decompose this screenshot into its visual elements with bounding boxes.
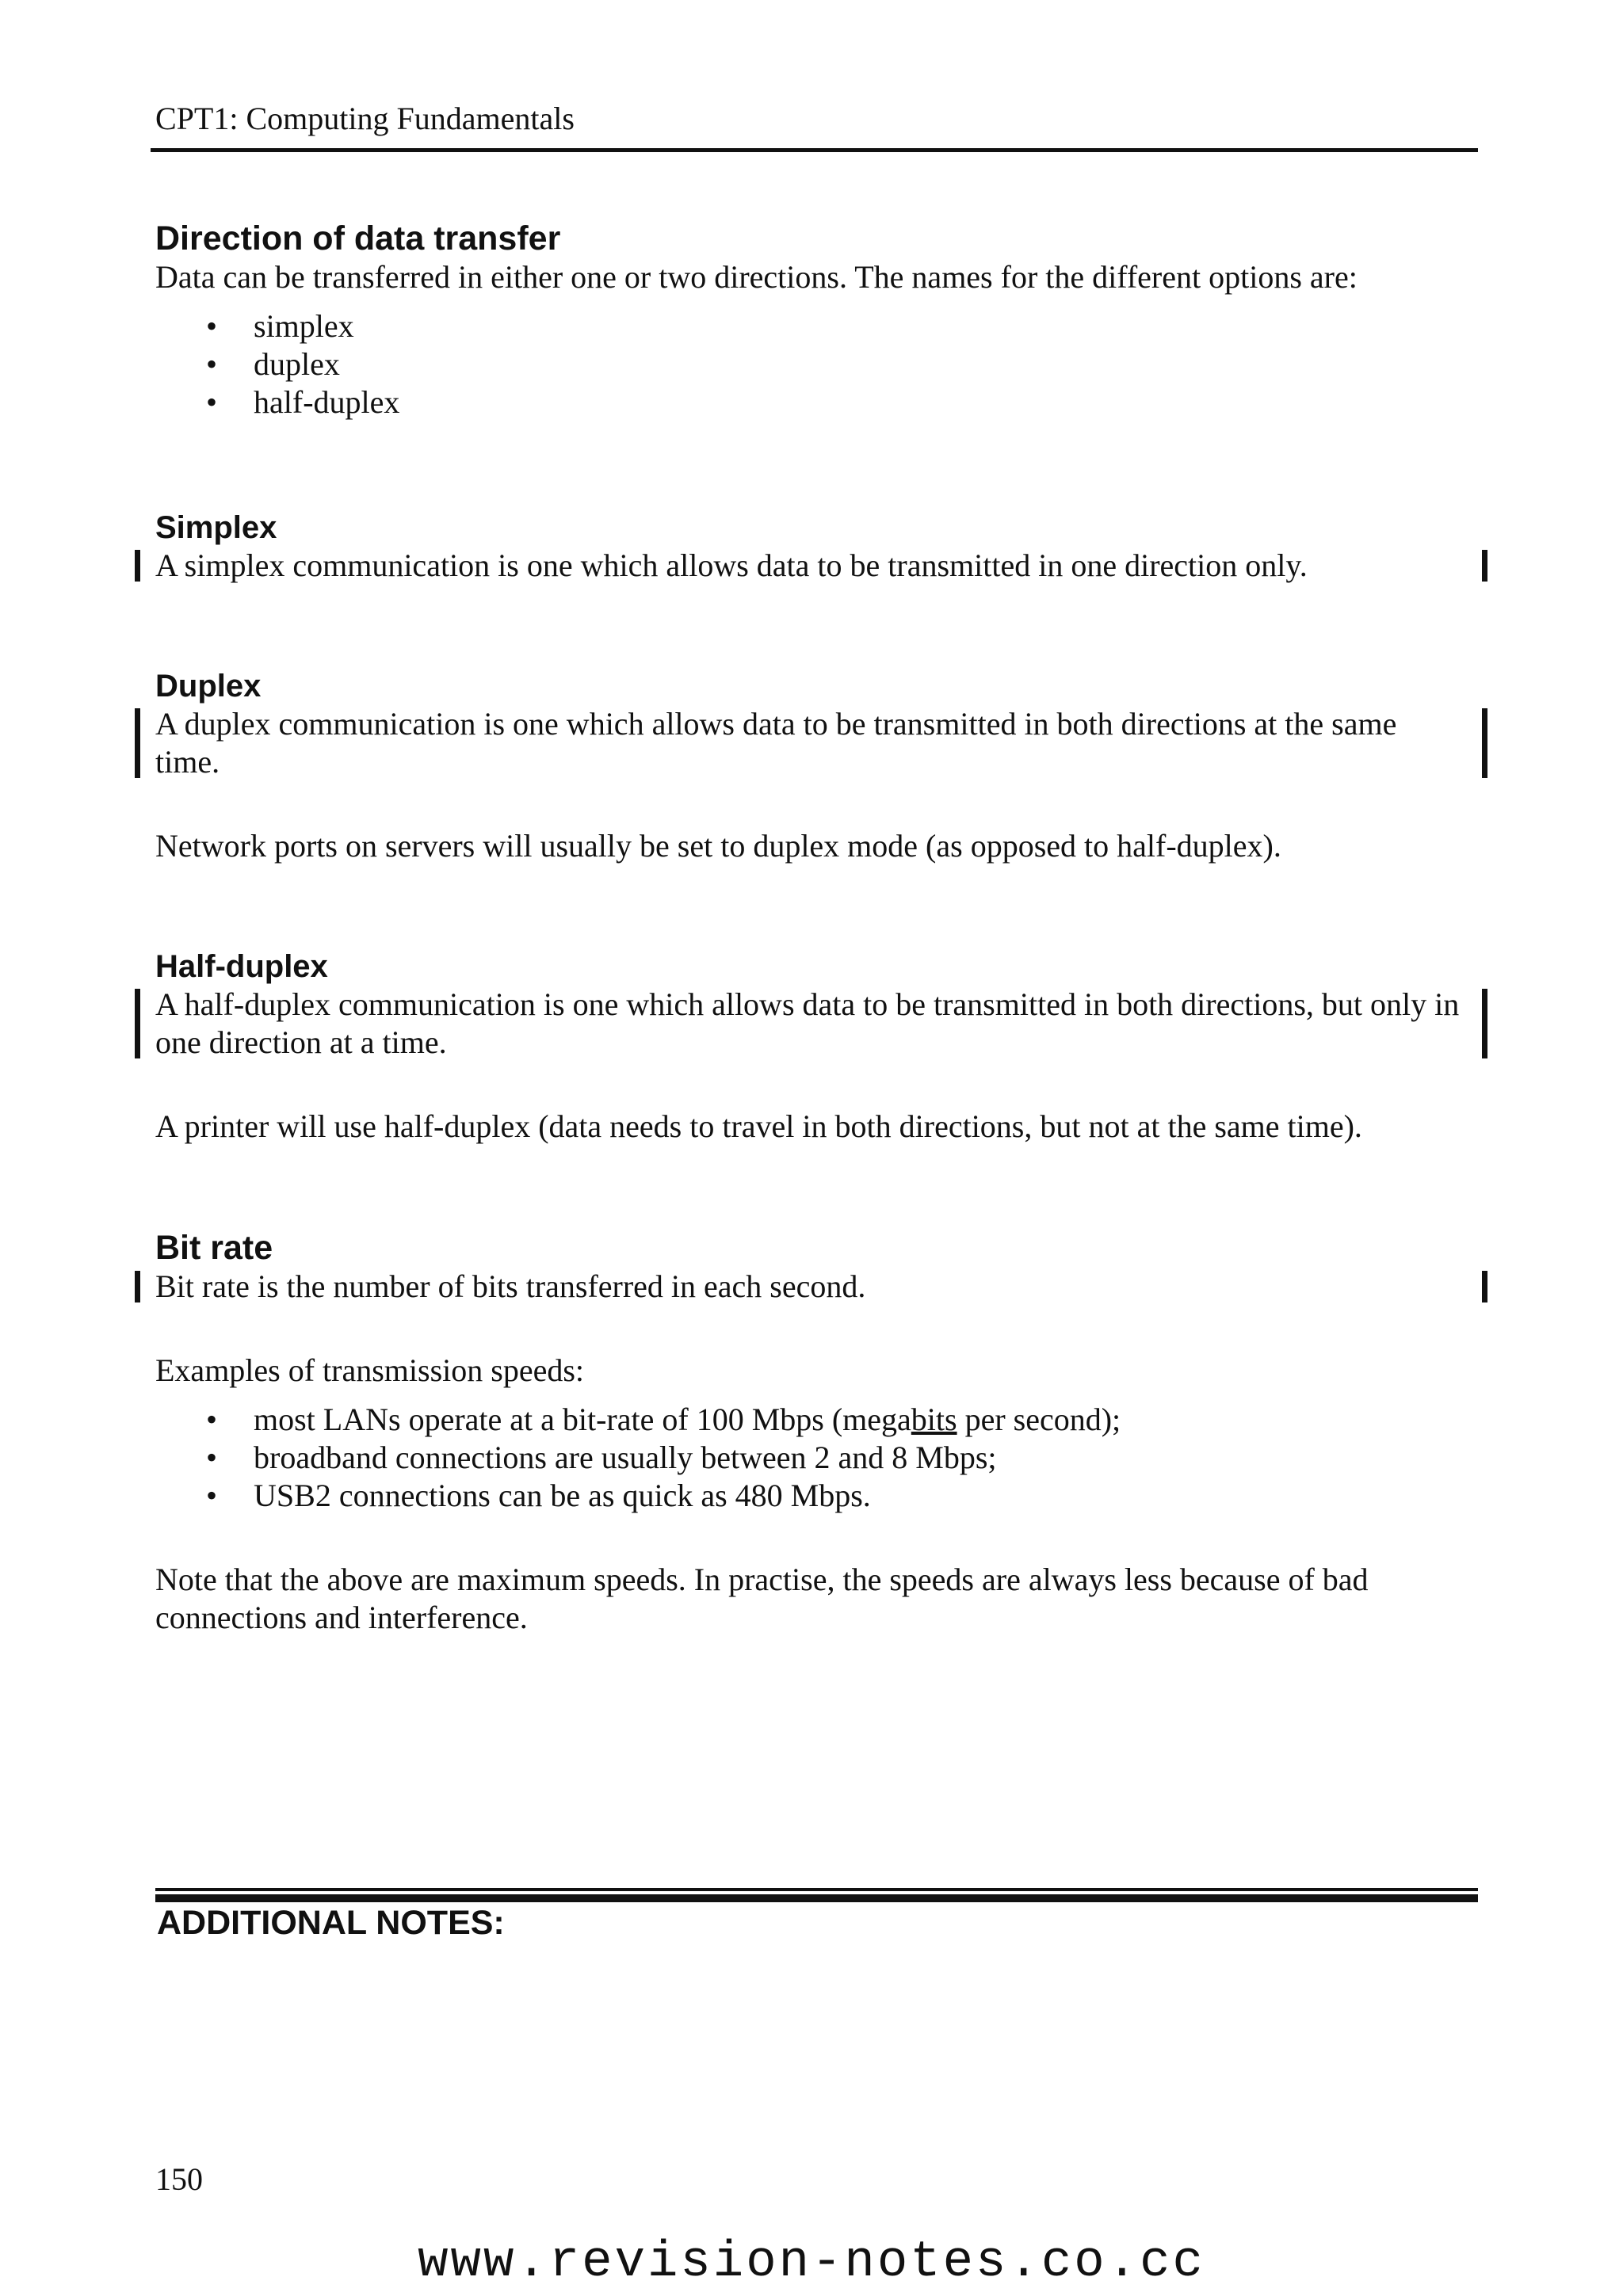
list-item: • simplex bbox=[206, 307, 1463, 345]
direction-options-list bbox=[155, 307, 1463, 421]
half-duplex-note: A printer will use half-duplex (data needs to travel in both directions, but not at the same time). bbox=[155, 1108, 1362, 1144]
example-1-text: most LANs operate at a bit-rate of 100 Mbps (mega bbox=[254, 1402, 911, 1437]
section-title-direction: Direction of data transfer bbox=[155, 219, 561, 257]
notes-divider-thick bbox=[155, 1894, 1478, 1902]
simplex-definition: A simplex communication is one which allows data to be transmitted in one direction only. bbox=[155, 547, 1463, 585]
example-1-tail: per second); bbox=[957, 1402, 1121, 1437]
notes-divider-thin bbox=[155, 1888, 1478, 1891]
underlined-bits: bits bbox=[911, 1402, 957, 1437]
header-rule bbox=[151, 148, 1478, 152]
bit-rate-examples-intro: Examples of transmission speeds: bbox=[155, 1352, 585, 1388]
direction-intro: Data can be transferred in either one or two directions. The names for the different options are: bbox=[155, 259, 1358, 295]
page-content bbox=[155, 219, 1463, 1637]
page-header-title: CPT1: Computing Fundamentals bbox=[155, 101, 575, 136]
duplex-definition: A duplex communication is one which allows data to be transmitted in both directions at the same time. bbox=[155, 705, 1463, 781]
subheading-duplex: Duplex bbox=[155, 669, 262, 704]
subheading-half-duplex: Half-duplex bbox=[155, 949, 328, 984]
additional-notes-title: ADDITIONAL NOTES: bbox=[157, 1904, 505, 1942]
list-item: • half-duplex bbox=[206, 383, 1463, 421]
page-number: 150 bbox=[155, 2161, 203, 2197]
bit-rate-definition: Bit rate is the number of bits transferred in each second. bbox=[155, 1268, 1463, 1306]
duplex-note: Network ports on servers will usually be set to duplex mode (as opposed to half-duplex). bbox=[155, 828, 1281, 864]
subheading-simplex: Simplex bbox=[155, 510, 277, 545]
list-item: • duplex bbox=[206, 345, 1463, 383]
list-item: • USB2 connections can be as quick as 480 Mbps. bbox=[206, 1477, 1463, 1515]
bit-rate-note: Note that the above are maximum speeds. In practise, the speeds are always less because of bad connections and interference. bbox=[155, 1562, 1369, 1635]
footer-url: www.revision-notes.co.cc bbox=[418, 2234, 1205, 2291]
speed-examples-list bbox=[155, 1401, 1463, 1515]
list-item: • broadband connections are usually between 2 and 8 Mbps; bbox=[206, 1439, 1463, 1477]
list-item bbox=[206, 1401, 1463, 1439]
section-title-bit-rate: Bit rate bbox=[155, 1229, 273, 1267]
half-duplex-definition: A half-duplex communication is one which allows data to be transmitted in both directions, but only in one direction at a time. bbox=[155, 986, 1463, 1062]
